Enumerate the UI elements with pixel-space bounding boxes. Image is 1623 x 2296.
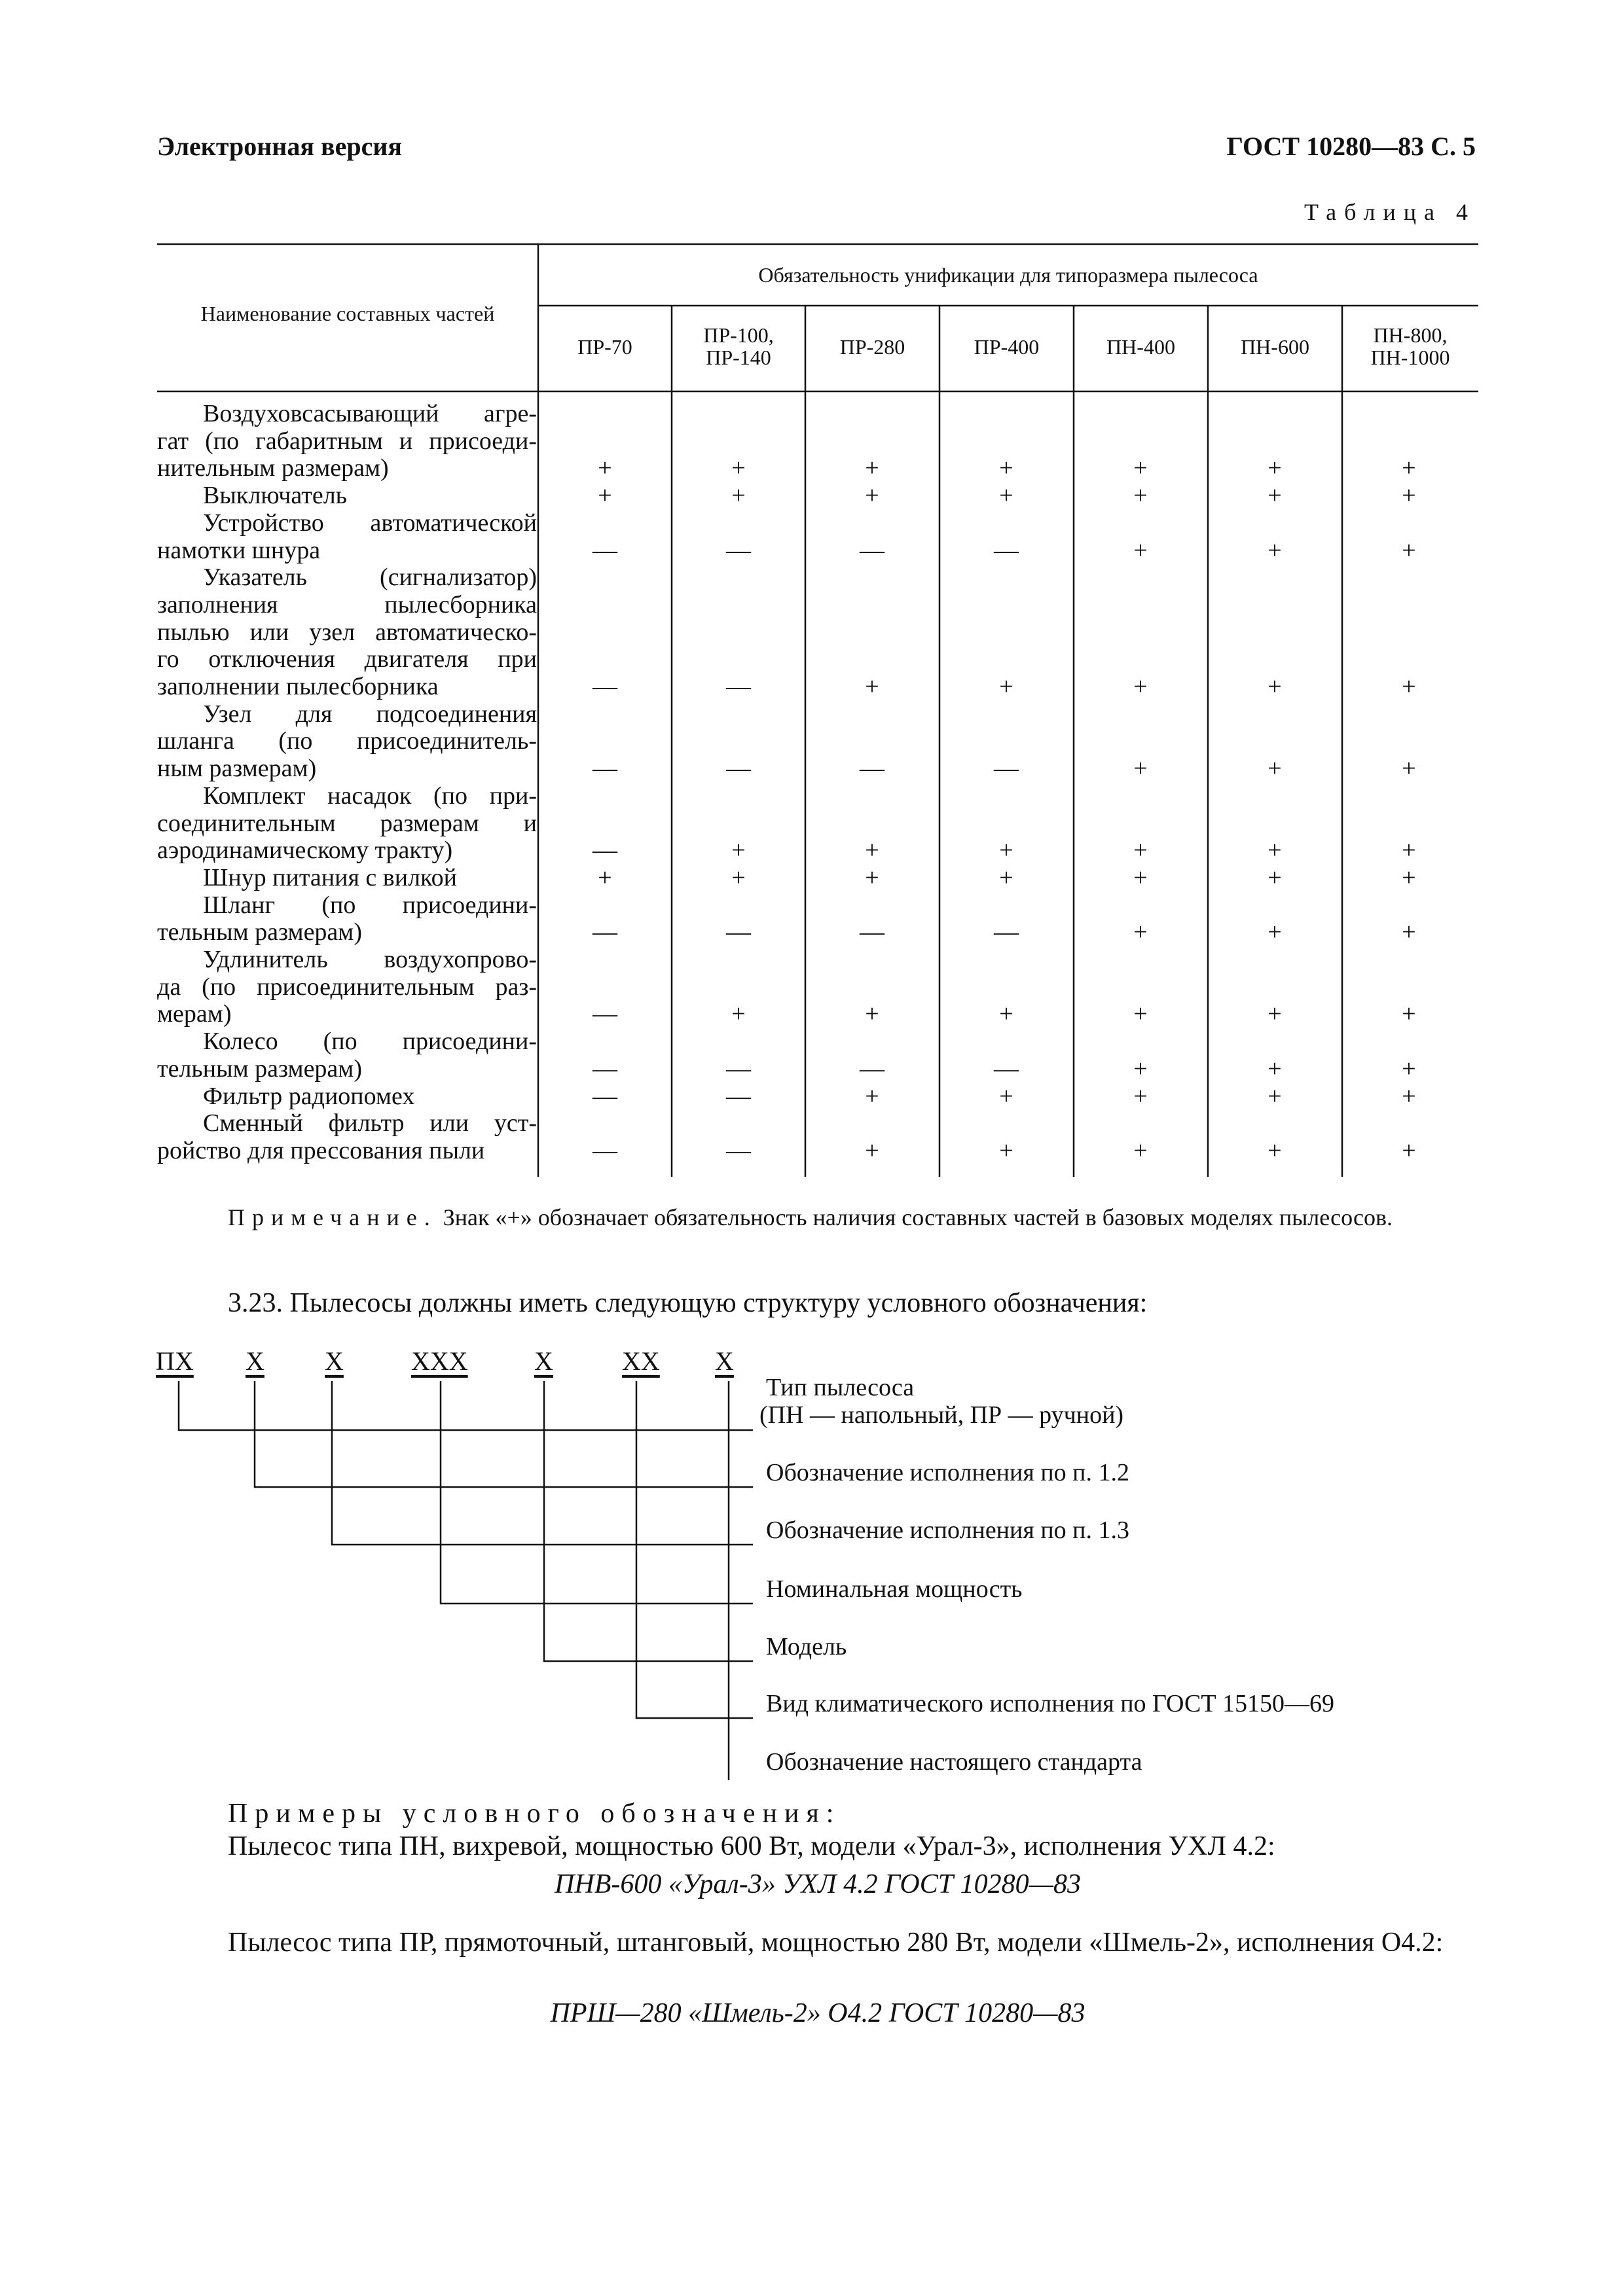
column-group-header: Обязательность унификации для типоразмера пылесоса — [758, 263, 1258, 287]
examples-title: Примеры условного обозначения: — [228, 1799, 841, 1829]
struct-label-model: Модель — [766, 1633, 847, 1660]
requirement-mark: — — [994, 918, 1019, 946]
row-name-line: го отключения двигателя при — [157, 645, 537, 673]
row-name-line: Колесо (по присоедини- — [203, 1028, 537, 1056]
requirement-mark: — — [860, 755, 884, 783]
requirement-mark: + — [1402, 863, 1416, 891]
requirement-mark: — — [593, 836, 617, 865]
requirement-mark: — — [593, 536, 617, 564]
requirement-mark: + — [1267, 755, 1282, 783]
requirement-mark: + — [999, 1082, 1013, 1110]
row-name-line: Воздуховсасывающий агре- — [203, 400, 537, 427]
requirement-mark: — — [726, 918, 751, 946]
row-name-line: ным размерам) — [157, 755, 317, 783]
requirement-mark: + — [1133, 1082, 1148, 1110]
requirement-mark: + — [1267, 1082, 1282, 1110]
row-name-line: Сменный фильтр или уст- — [203, 1109, 537, 1138]
column-header-line: ПР-70 — [577, 335, 632, 359]
requirement-mark: + — [1133, 1136, 1148, 1164]
table-caption: Таблица 4 — [1304, 199, 1476, 225]
requirement-mark: + — [1267, 1000, 1282, 1028]
requirement-mark: + — [1402, 454, 1416, 482]
row-name-line: Шланг (по присоедини- — [203, 891, 537, 919]
requirement-mark: + — [865, 454, 879, 482]
row-name-line: шланга (по присоединитель- — [157, 727, 537, 755]
requirement-mark: + — [598, 482, 612, 510]
requirement-mark: + — [1402, 673, 1416, 700]
requirement-mark: + — [1267, 482, 1282, 510]
column-header-line: ПН-600 — [1241, 335, 1309, 359]
example-2-text: Пылесос типа ПР, прямоточный, штанговый, мощностью 280 Вт, модели «Шмель-2», исполнения О4.2: — [228, 1928, 1444, 1958]
requirement-mark: + — [1267, 863, 1282, 891]
row-name-line: тельным размерам) — [157, 1054, 362, 1083]
requirement-mark: — — [593, 1054, 617, 1083]
row-name-line: Удлинитель воздухопрово- — [203, 946, 537, 973]
note-text: Знак «+» обозначает обязательность наличия составных частей в базовых моделях пылесосов. — [437, 1204, 1393, 1230]
row-name-line: Устройство автоматической — [203, 509, 537, 537]
row-name-line: мерам) — [157, 1000, 232, 1028]
row-name-line: Комплект насадок (по при- — [203, 781, 537, 810]
requirement-mark: + — [1402, 1000, 1416, 1028]
struct-code-climate: ХХ — [622, 1346, 660, 1376]
requirement-mark: + — [1402, 482, 1416, 510]
requirement-mark: + — [1402, 836, 1416, 865]
struct-code-type: ПХ — [156, 1346, 194, 1376]
header-left: Электронная версия — [157, 132, 403, 161]
requirement-mark: — — [994, 755, 1019, 783]
example-1-text: Пылесос типа ПН, вихревой, мощностью 600 Вт, модели «Урал-3», исполнения УХЛ 4.2: — [228, 1831, 1275, 1861]
requirement-mark: + — [999, 1136, 1013, 1164]
requirement-mark: + — [999, 836, 1013, 865]
requirement-mark: — — [860, 918, 884, 946]
row-name-line: намотки шнура — [157, 536, 321, 564]
row-name-line: гат (по габаритным и присоеди- — [157, 427, 537, 455]
example-2-code: ПРШ—280 «Шмель-2» О4.2 ГОСТ 10280—83 — [550, 1998, 1085, 2028]
requirement-mark: + — [731, 836, 746, 865]
requirement-mark: — — [593, 673, 617, 700]
requirement-mark: — — [860, 1054, 884, 1083]
requirement-mark: + — [1402, 1082, 1416, 1110]
struct-code-exec-1-2: Х — [246, 1346, 264, 1376]
requirement-mark: + — [1133, 482, 1148, 510]
requirement-mark: — — [593, 1082, 617, 1110]
requirement-mark: + — [1133, 1000, 1148, 1028]
requirement-mark: + — [1267, 673, 1282, 700]
requirement-mark: — — [593, 1000, 617, 1028]
requirement-mark: — — [726, 1054, 751, 1083]
requirement-mark: — — [726, 673, 751, 700]
struct-label-type-note: (ПН — напольный, ПР — ручной) — [759, 1401, 1124, 1429]
struct-label-power: Номинальная мощность — [766, 1575, 1023, 1603]
requirement-mark: + — [999, 1000, 1013, 1028]
requirement-mark: + — [1133, 1054, 1148, 1083]
requirement-mark: + — [999, 863, 1013, 891]
requirement-mark: — — [860, 536, 884, 564]
struct-code-model: Х — [534, 1346, 553, 1376]
requirement-mark: + — [1402, 918, 1416, 946]
header-right: ГОСТ 10280—83 С. 5 — [1226, 132, 1476, 161]
requirement-mark: + — [1402, 1136, 1416, 1164]
requirement-mark: — — [726, 755, 751, 783]
row-name-line: Указатель (сигнализатор) — [203, 564, 537, 592]
column-header-line: ПР-280 — [839, 335, 905, 359]
requirement-mark: + — [731, 454, 746, 482]
requirement-mark: + — [731, 863, 746, 891]
row-name-line: соединительным размерам и — [157, 809, 537, 837]
requirement-mark: + — [1267, 1054, 1282, 1083]
struct-code-standard: Х — [715, 1346, 734, 1376]
requirement-mark: + — [1402, 1054, 1416, 1083]
requirement-mark: + — [865, 482, 879, 510]
column-header-line: ПР-100, — [703, 323, 774, 347]
struct-code-power: ХХХ — [411, 1346, 468, 1376]
row-name-line: Фильтр радиопомех — [203, 1082, 415, 1110]
row-name-line: Узел для подсоединения — [203, 700, 537, 728]
row-name-line: заполнения пылесборника — [157, 590, 537, 619]
requirement-mark: + — [999, 482, 1013, 510]
row-name-line: нительным размерам) — [157, 454, 389, 482]
struct-label-climate: Вид климатического исполнения по ГОСТ 15150—69 — [766, 1690, 1335, 1717]
row-name-line: тельным размерам) — [157, 918, 362, 946]
requirement-mark: + — [1267, 836, 1282, 865]
requirement-mark: — — [593, 918, 617, 946]
example-1-code: ПНВ-600 «Урал-3» УХЛ 4.2 ГОСТ 10280—83 — [555, 1869, 1081, 1899]
row-name-line: пылью или узел автоматическо- — [157, 618, 537, 646]
requirement-mark: + — [999, 673, 1013, 700]
requirement-mark: + — [1267, 918, 1282, 946]
requirement-mark: + — [1133, 673, 1148, 700]
requirement-mark: + — [731, 1000, 746, 1028]
column-header-line: ПН-1000 — [1370, 346, 1450, 369]
requirement-mark: + — [865, 1000, 879, 1028]
requirement-mark: + — [865, 863, 879, 891]
row-name-line: аэродинамическому тракту) — [157, 836, 453, 865]
requirement-mark: + — [1133, 536, 1148, 564]
requirement-mark: — — [994, 536, 1019, 564]
requirement-mark: + — [1402, 755, 1416, 783]
requirement-mark: — — [726, 536, 751, 564]
requirement-mark: + — [865, 673, 879, 700]
requirement-mark: + — [865, 1136, 879, 1164]
requirement-mark: + — [1133, 918, 1148, 946]
requirement-mark: + — [865, 836, 879, 865]
column-header-line: ПР-140 — [706, 346, 771, 369]
requirement-mark: — — [593, 1136, 617, 1164]
requirement-mark: + — [598, 454, 612, 482]
requirement-mark: + — [1133, 755, 1148, 783]
note-label: Примечание. — [228, 1204, 437, 1230]
struct-label-type: Тип пылесоса — [766, 1374, 915, 1401]
struct-label-exec-1-2: Обозначение исполнения по п. 1.2 — [766, 1459, 1130, 1486]
row-name-line: Выключатель — [203, 482, 348, 510]
row-name-line: заполнении пылесборника — [157, 673, 439, 700]
requirement-mark: + — [598, 863, 612, 891]
requirement-mark: + — [999, 454, 1013, 482]
requirement-mark: + — [1133, 454, 1148, 482]
row-name-line: ройство для прессования пыли — [157, 1136, 485, 1164]
column-header-line: ПН-400 — [1106, 335, 1175, 359]
requirement-mark: + — [1267, 536, 1282, 564]
requirement-mark: + — [1402, 536, 1416, 564]
struct-code-exec-1-3: Х — [325, 1346, 344, 1376]
requirement-mark: — — [593, 755, 617, 783]
requirement-mark: + — [1267, 454, 1282, 482]
row-name-line: да (по присоединительным раз- — [157, 973, 537, 1001]
requirement-mark: — — [994, 1054, 1019, 1083]
row-name-line: Шнур питания с вилкой — [203, 863, 457, 891]
requirement-mark: — — [726, 1082, 751, 1110]
column-header-line: ПН-800, — [1373, 323, 1448, 347]
struct-label-standard: Обозначение настоящего стандарта — [766, 1748, 1142, 1776]
requirement-mark: + — [1267, 1136, 1282, 1164]
struct-label-exec-1-3: Обозначение исполнения по п. 1.3 — [766, 1516, 1130, 1544]
requirement-mark: + — [731, 482, 746, 510]
requirement-mark: + — [1133, 863, 1148, 891]
requirement-mark: + — [1133, 836, 1148, 865]
requirement-mark: + — [865, 1082, 879, 1110]
column-header-name: Наименование составных частей — [200, 302, 495, 325]
clause-3-23: 3.23. Пылесосы должны иметь следующую структуру условного обозначения: — [228, 1288, 1148, 1318]
column-header-line: ПР-400 — [974, 335, 1040, 359]
requirement-mark: — — [726, 1136, 751, 1164]
